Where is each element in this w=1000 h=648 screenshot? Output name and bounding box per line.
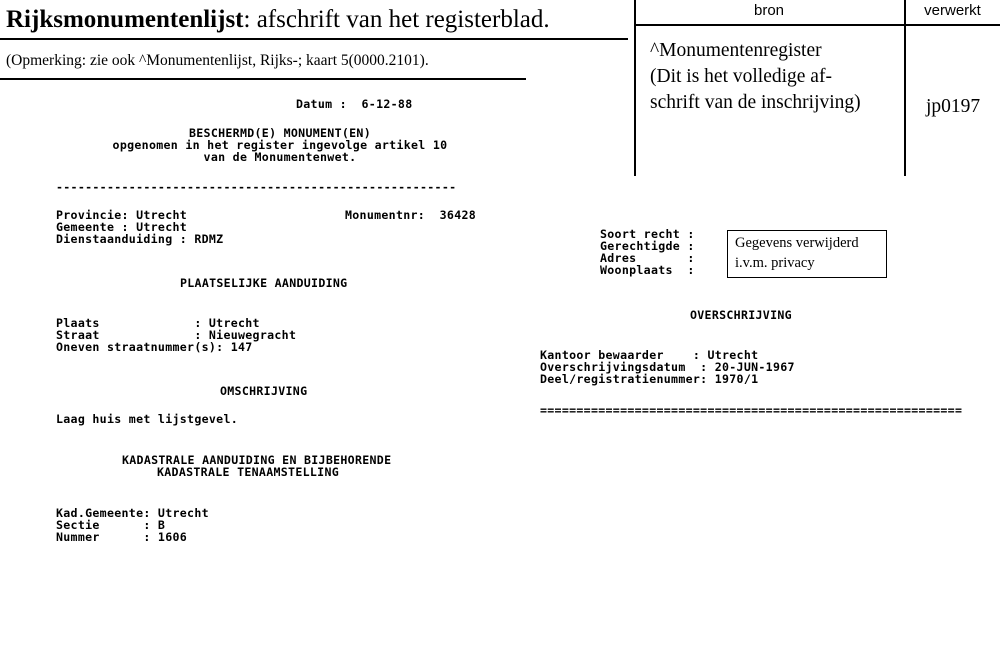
nummer-line: Nummer : 1606: [56, 530, 188, 544]
bron-line: ^Monumentenregister: [650, 40, 822, 61]
bron-cell: [650, 38, 861, 116]
gerechtigde-label: Gerechtigde :: [600, 239, 695, 253]
table-border-middle: [904, 0, 906, 176]
plaatselijke-heading: PLAATSELIJKE AANDUIDING: [180, 276, 348, 290]
column-header-bron: bron: [753, 2, 785, 19]
dienstaanduiding-line: Dienstaanduiding : RDMZ: [56, 232, 224, 246]
note-rule: [0, 78, 526, 80]
verwerkt-cell: jp0197: [926, 96, 981, 117]
privacy-line: i.v.m. privacy: [735, 255, 815, 271]
kantoor-line: Kantoor bewaarder : Utrecht: [540, 348, 759, 362]
source-table: [634, 0, 1000, 176]
registratienummer-line: Deel/registratienummer: 1970/1: [540, 372, 759, 386]
provincie-line: Provincie: Utrecht: [56, 208, 188, 222]
document-title: [6, 6, 550, 34]
plaats-line: Plaats : Utrecht: [56, 316, 260, 330]
sectie-line: Sectie : B: [56, 518, 166, 532]
omschrijving-heading: OMSCHRIJVING: [220, 384, 308, 398]
kadastrale-heading-2: KADASTRALE TENAAMSTELLING: [157, 465, 340, 479]
monumentnr-line: Monumentnr: 36428: [345, 208, 477, 222]
table-border-left: [634, 0, 636, 176]
privacy-line: Gegevens verwijderd: [735, 235, 859, 251]
register-date: Datum : 6-12-88: [296, 97, 413, 111]
kadastrale-heading-1: KADASTRALE AANDUIDING EN BIJBEHORENDE: [122, 453, 392, 467]
table-header-rule: [634, 24, 1000, 26]
document-note: (Opmerking: zie ook ^Monumentenlijst, Rijks-; kaart 5(0000.2101).: [6, 52, 429, 69]
bron-line: (Dit is het volledige af-: [650, 66, 832, 87]
column-header-verwerkt: verwerkt: [924, 2, 981, 19]
straatnummer-line: Oneven straatnummer(s): 147: [56, 340, 253, 354]
bron-line: schrift van de inschrijving): [650, 92, 861, 113]
register-heading-3: van de Monumentenwet.: [203, 150, 357, 164]
woonplaats-label: Woonplaats :: [600, 263, 695, 277]
soort-recht-label: Soort recht :: [600, 227, 695, 241]
omschrijving-text: Laag huis met lijstgevel.: [56, 412, 239, 426]
adres-label: Adres :: [600, 251, 695, 265]
overschrijving-heading: OVERSCHRIJVING: [690, 308, 792, 322]
title-bold: Rijksmonumentenlijst: [6, 6, 244, 33]
overschrijvingsdatum-line: Overschrijvingsdatum : 20-JUN-1967: [540, 360, 795, 374]
register-heading-1: BESCHERMD(E) MONUMENT(EN): [188, 126, 371, 140]
title-rule: [0, 38, 628, 40]
register-heading-2: opgenomen in het register ingevolge artikel 10: [112, 138, 448, 152]
kad-gemeente-line: Kad.Gemeente: Utrecht: [56, 506, 209, 520]
register-separator: -------------------------------------------------------: [56, 180, 457, 194]
title-rest: : afschrift van het registerblad.: [243, 6, 550, 33]
end-rule: ==========================================================: [540, 405, 963, 417]
straat-line: Straat : Nieuwegracht: [56, 328, 297, 342]
privacy-notice-box: [727, 230, 887, 278]
gemeente-line: Gemeente : Utrecht: [56, 220, 188, 234]
